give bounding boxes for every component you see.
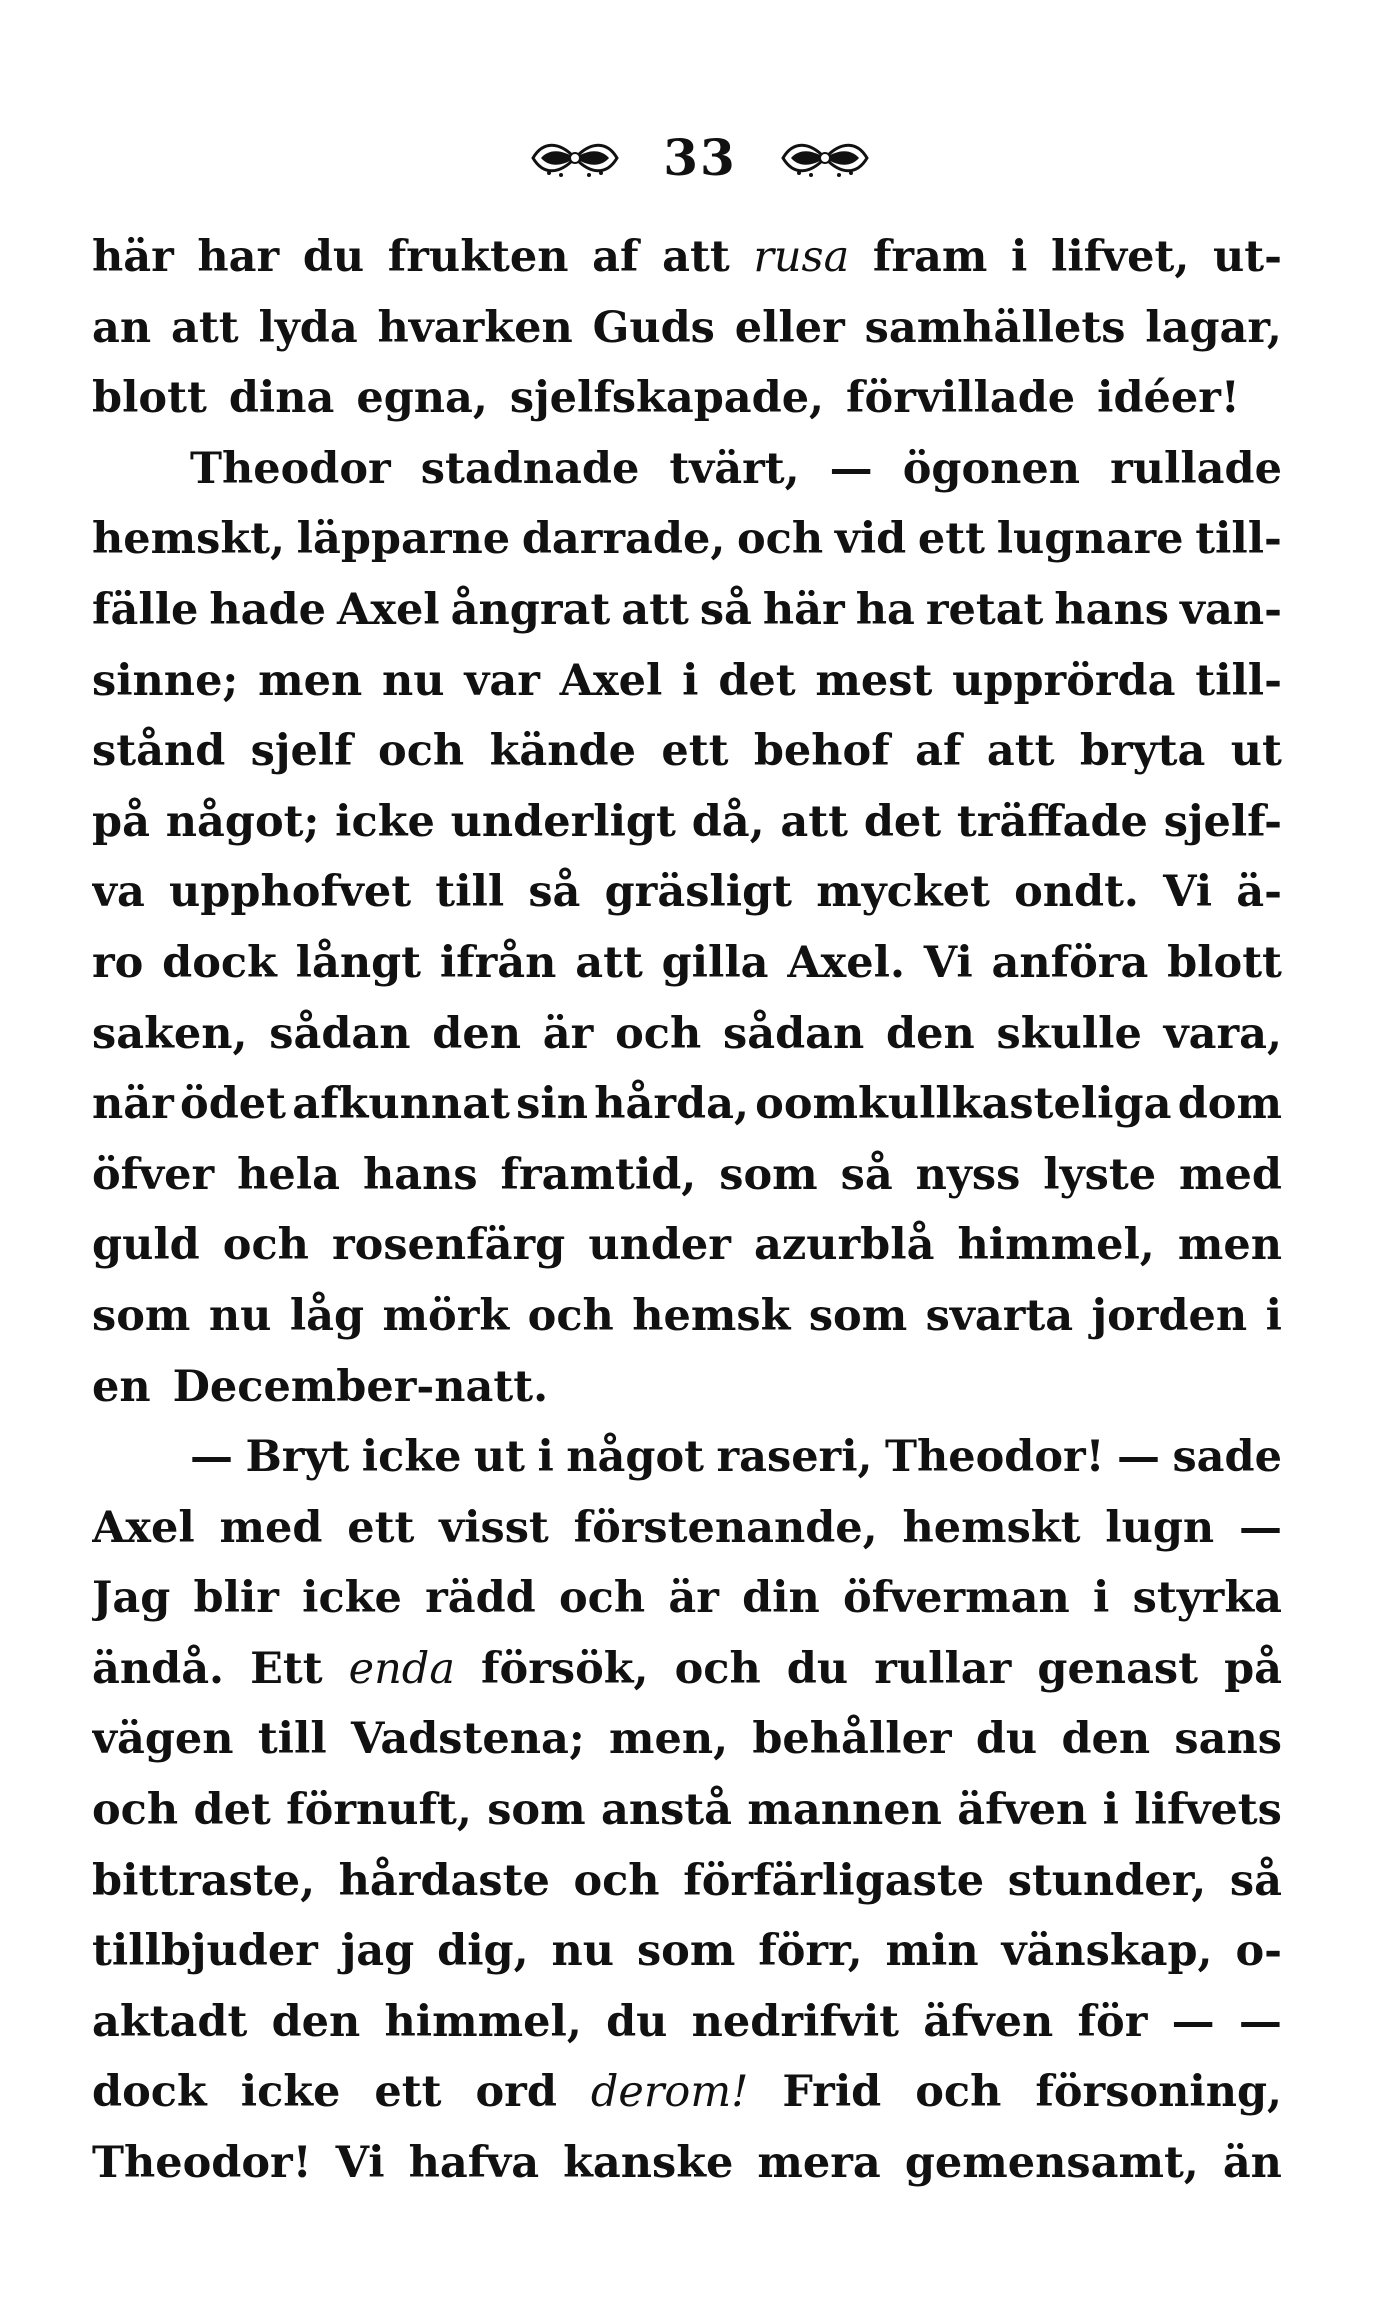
word: framtid, bbox=[500, 1149, 697, 1200]
word: den bbox=[1061, 1714, 1151, 1765]
page-header bbox=[0, 118, 1400, 198]
word: — bbox=[829, 443, 873, 494]
word: och bbox=[915, 2067, 1002, 2118]
word: ut- bbox=[1212, 232, 1282, 282]
word: mera bbox=[757, 2138, 881, 2189]
word: icke bbox=[302, 1573, 402, 1624]
word: träffade bbox=[956, 796, 1148, 847]
word: lyda bbox=[258, 302, 358, 353]
word: under bbox=[588, 1220, 731, 1271]
text-line bbox=[92, 1775, 1282, 1846]
word: vänskap, bbox=[1001, 1926, 1213, 1977]
word: Bryt bbox=[245, 1432, 350, 1483]
word: som bbox=[636, 1926, 736, 1977]
word: blir bbox=[193, 1573, 279, 1624]
word: derom! bbox=[590, 2067, 749, 2118]
text-line bbox=[92, 1210, 1282, 1281]
word: — bbox=[1238, 1996, 1282, 2047]
word: azurblå bbox=[753, 1220, 935, 1271]
word: och bbox=[527, 1290, 614, 1341]
word: att bbox=[780, 796, 848, 847]
text-line bbox=[92, 1563, 1282, 1634]
word: lugnare bbox=[996, 514, 1184, 565]
word: dock bbox=[162, 937, 277, 988]
word: men bbox=[258, 655, 363, 706]
word: försök, bbox=[481, 1643, 649, 1694]
word: — bbox=[190, 1432, 233, 1483]
word: van- bbox=[1180, 584, 1282, 635]
word: Vi bbox=[923, 937, 973, 988]
word: va bbox=[92, 867, 145, 918]
word: guld bbox=[92, 1220, 200, 1271]
word: styrka bbox=[1132, 1573, 1282, 1624]
word: sans bbox=[1174, 1714, 1282, 1765]
word: sjelf- bbox=[1163, 796, 1282, 847]
text-line bbox=[92, 716, 1282, 787]
word: dom bbox=[1177, 1079, 1282, 1130]
word: öfverman bbox=[843, 1573, 1070, 1624]
word: sjelf bbox=[250, 726, 353, 777]
word: och bbox=[674, 1643, 761, 1694]
word: ändå. bbox=[92, 1643, 225, 1694]
word: underligt bbox=[450, 796, 676, 847]
word: mörk bbox=[382, 1290, 510, 1341]
word: med bbox=[1179, 1149, 1282, 1200]
word: genast bbox=[1037, 1643, 1198, 1694]
text-line bbox=[92, 1069, 1282, 1140]
word: vid bbox=[834, 514, 907, 565]
word: din bbox=[742, 1573, 820, 1624]
word: hans bbox=[1054, 584, 1170, 635]
word: Vadstena; bbox=[350, 1714, 585, 1765]
word: sin bbox=[516, 1079, 588, 1130]
word: Ett bbox=[250, 1643, 323, 1694]
printer-ornament-icon bbox=[779, 137, 871, 179]
word: egna, bbox=[356, 373, 488, 424]
word: fälle bbox=[92, 584, 199, 635]
word: Vi bbox=[1163, 867, 1213, 918]
word: Theodor bbox=[190, 443, 391, 494]
word: hans bbox=[362, 1149, 478, 1200]
word: och bbox=[92, 1785, 179, 1836]
word: att bbox=[170, 302, 239, 353]
word: kanske bbox=[563, 2138, 734, 2189]
text-line bbox=[92, 363, 1282, 434]
word: något; bbox=[165, 796, 320, 847]
word: nu bbox=[208, 1290, 272, 1341]
word: Theodor! bbox=[884, 1432, 1105, 1483]
word: men, bbox=[609, 1714, 729, 1765]
word: i bbox=[1265, 1290, 1282, 1341]
word: Guds bbox=[592, 302, 715, 353]
word: ett bbox=[661, 726, 729, 777]
word: tvärt, bbox=[669, 443, 800, 494]
word: anstå bbox=[600, 1785, 733, 1836]
word: lifvets bbox=[1134, 1785, 1282, 1836]
word: mest bbox=[815, 655, 933, 706]
word: aktadt bbox=[92, 1996, 248, 2047]
word: till bbox=[435, 867, 505, 918]
word: icke bbox=[361, 1432, 462, 1483]
word: hade bbox=[209, 584, 326, 635]
word: ångrat bbox=[450, 584, 611, 635]
word: i bbox=[1011, 232, 1028, 282]
text-line bbox=[92, 293, 1282, 364]
word: och bbox=[615, 1008, 702, 1059]
word: en bbox=[92, 1361, 151, 1412]
word: ut bbox=[473, 1432, 526, 1483]
word: var bbox=[464, 655, 540, 706]
word: nyss bbox=[915, 1149, 1021, 1200]
word: lyste bbox=[1043, 1149, 1157, 1200]
word: samhällets bbox=[864, 302, 1126, 353]
word: dig, bbox=[437, 1926, 529, 1977]
word: förnuft, bbox=[286, 1785, 472, 1836]
word: ett bbox=[347, 1502, 415, 1553]
word: blott bbox=[1167, 937, 1282, 988]
word: men bbox=[1177, 1220, 1282, 1271]
word: i bbox=[682, 655, 699, 706]
word: och bbox=[222, 1220, 309, 1271]
word: rullar bbox=[874, 1643, 1012, 1694]
word: ord bbox=[475, 2067, 557, 2118]
word: du bbox=[786, 1643, 849, 1694]
text-line bbox=[92, 1422, 1282, 1493]
word: Theodor! bbox=[92, 2138, 312, 2189]
word: rädd bbox=[425, 1573, 536, 1624]
word: att bbox=[986, 726, 1055, 777]
word: sådan bbox=[723, 1008, 865, 1059]
word: bittraste, bbox=[92, 1855, 316, 1906]
word: eller bbox=[734, 302, 845, 353]
word: hemskt, bbox=[92, 514, 285, 565]
word: rullade bbox=[1110, 443, 1282, 494]
text-line bbox=[92, 1634, 1282, 1705]
word: min bbox=[885, 1926, 979, 1977]
word: till bbox=[257, 1714, 327, 1765]
word: som bbox=[487, 1785, 586, 1836]
word: till- bbox=[1195, 655, 1282, 706]
word: den bbox=[886, 1008, 975, 1059]
word: sade bbox=[1172, 1432, 1282, 1483]
word: förstenande, bbox=[573, 1502, 878, 1553]
word: lagar, bbox=[1145, 302, 1282, 353]
word: saken, bbox=[92, 1008, 248, 1059]
word: det bbox=[193, 1785, 271, 1836]
word: himmel, bbox=[384, 1996, 582, 2047]
text-line bbox=[92, 575, 1282, 646]
word: enda bbox=[348, 1643, 455, 1694]
word: du bbox=[975, 1714, 1038, 1765]
word: lugn bbox=[1105, 1502, 1215, 1553]
text-line bbox=[92, 1352, 1282, 1423]
word: här bbox=[762, 584, 845, 635]
word: gemensamt, bbox=[904, 2138, 1199, 2189]
word: här bbox=[92, 232, 174, 282]
word: hafva bbox=[408, 2138, 540, 2189]
word: ett bbox=[374, 2067, 442, 2118]
word: som bbox=[92, 1290, 191, 1341]
word: blott bbox=[92, 373, 207, 424]
text-line bbox=[92, 646, 1282, 717]
word: kände bbox=[489, 726, 636, 777]
word: Axel bbox=[336, 584, 440, 635]
word: förvillade bbox=[846, 373, 1076, 424]
word: ä- bbox=[1236, 867, 1282, 918]
word: som bbox=[719, 1149, 818, 1200]
word: har bbox=[197, 232, 280, 282]
word: lifvet, bbox=[1051, 232, 1190, 282]
word: rosenfärg bbox=[332, 1220, 566, 1271]
word: sinne; bbox=[92, 655, 239, 706]
word: och bbox=[737, 514, 824, 565]
word: behof bbox=[753, 726, 890, 777]
word: i bbox=[1093, 1573, 1110, 1624]
word: visst bbox=[439, 1502, 549, 1553]
word: när bbox=[92, 1079, 174, 1130]
text-line bbox=[92, 1846, 1282, 1917]
word: af bbox=[592, 232, 639, 282]
word: anföra bbox=[991, 937, 1149, 988]
text-line bbox=[92, 222, 1282, 293]
word: skulle bbox=[996, 1008, 1142, 1059]
word: då, bbox=[691, 796, 765, 847]
word: ro bbox=[92, 937, 144, 988]
word: så bbox=[528, 867, 581, 918]
word: du bbox=[606, 1996, 668, 2047]
word: och bbox=[558, 1573, 646, 1624]
printer-ornament-icon bbox=[529, 137, 621, 179]
word: December-natt. bbox=[172, 1361, 549, 1412]
word: i bbox=[1102, 1785, 1119, 1836]
word: nedrifvit bbox=[691, 1996, 900, 2047]
word: den bbox=[271, 1996, 361, 2047]
word: gräsligt bbox=[604, 867, 792, 918]
word: förfärligaste bbox=[683, 1855, 985, 1906]
word: förr, bbox=[758, 1926, 863, 1977]
word: frukten bbox=[387, 232, 569, 282]
word: bryta bbox=[1079, 726, 1206, 777]
word: hela bbox=[237, 1149, 340, 1200]
word: Frid bbox=[782, 2067, 882, 2118]
word: — bbox=[1171, 1996, 1215, 2047]
word: Axel. bbox=[787, 937, 905, 988]
word: låg bbox=[289, 1290, 365, 1341]
text-line bbox=[92, 504, 1282, 575]
word: för bbox=[1077, 1996, 1148, 2047]
word: försoning, bbox=[1035, 2067, 1282, 2118]
word: o- bbox=[1235, 1926, 1282, 1977]
text-line bbox=[92, 434, 1282, 505]
word: nu bbox=[382, 655, 445, 706]
word: darrade, bbox=[521, 514, 726, 565]
word: som bbox=[808, 1290, 908, 1341]
word: upphofvet bbox=[169, 867, 412, 918]
word: afkunnat bbox=[292, 1079, 510, 1130]
word: upprörda bbox=[952, 655, 1176, 706]
word: stadnade bbox=[420, 443, 640, 494]
word: ut bbox=[1230, 726, 1282, 777]
word: långt bbox=[295, 937, 422, 988]
word: hemsk bbox=[632, 1290, 791, 1341]
word: med bbox=[219, 1502, 323, 1553]
word: hårdaste bbox=[338, 1855, 550, 1906]
word: läpparne bbox=[296, 514, 511, 565]
word: tillbjuder bbox=[92, 1926, 318, 1977]
word: så bbox=[1229, 1855, 1282, 1906]
word: stånd bbox=[92, 726, 226, 777]
word: nu bbox=[551, 1926, 615, 1977]
word: an bbox=[92, 302, 152, 353]
word: raseri, bbox=[716, 1432, 873, 1483]
word: fram bbox=[872, 232, 988, 282]
word: vara, bbox=[1163, 1008, 1282, 1059]
text-line bbox=[92, 787, 1282, 858]
text-line bbox=[92, 1704, 1282, 1775]
word: — bbox=[1117, 1432, 1160, 1483]
word: jag bbox=[340, 1926, 415, 1977]
word: att bbox=[662, 232, 730, 282]
text-line bbox=[92, 1281, 1282, 1352]
word: det bbox=[718, 655, 796, 706]
word: — bbox=[1239, 1502, 1282, 1553]
word: så bbox=[699, 584, 752, 635]
word: ett bbox=[917, 514, 985, 565]
text-line bbox=[92, 1140, 1282, 1211]
word: himmel, bbox=[957, 1220, 1155, 1271]
word: hemskt bbox=[902, 1502, 1081, 1553]
word: ifrån bbox=[439, 937, 557, 988]
word: dock bbox=[92, 2067, 207, 2118]
word: stunder, bbox=[1007, 1855, 1207, 1906]
word: ondt. bbox=[1014, 867, 1139, 918]
word: oomkullkasteliga bbox=[755, 1079, 1172, 1130]
word: svarta bbox=[925, 1290, 1074, 1341]
word: gilla bbox=[661, 937, 769, 988]
word: sådan bbox=[269, 1008, 411, 1059]
word: ha bbox=[855, 584, 915, 635]
word: ögonen bbox=[902, 443, 1081, 494]
text-line bbox=[92, 2128, 1282, 2199]
word: idéer! bbox=[1097, 373, 1240, 424]
word: den bbox=[432, 1008, 521, 1059]
word: så bbox=[840, 1149, 893, 1200]
word: retat bbox=[925, 584, 1044, 635]
body-text bbox=[92, 222, 1282, 2199]
word: icke bbox=[335, 796, 435, 847]
word: och bbox=[573, 1855, 660, 1906]
text-line bbox=[92, 999, 1282, 1070]
word: sjelfskapade, bbox=[509, 373, 825, 424]
word: till- bbox=[1195, 514, 1282, 565]
word: att bbox=[621, 584, 689, 635]
word: mycket bbox=[816, 867, 990, 918]
word: och bbox=[378, 726, 465, 777]
word: rusa bbox=[753, 232, 850, 282]
word: icke bbox=[240, 2067, 341, 2118]
text-line bbox=[92, 1493, 1282, 1564]
page-number: 33 bbox=[663, 128, 737, 187]
word: Axel bbox=[92, 1502, 195, 1553]
word: dina bbox=[228, 373, 335, 424]
word: äfven bbox=[957, 1785, 1088, 1836]
word: äfven bbox=[923, 1996, 1054, 2047]
text-line bbox=[92, 857, 1282, 928]
word: är bbox=[542, 1008, 594, 1059]
word: vägen bbox=[92, 1714, 234, 1765]
word: du bbox=[302, 232, 365, 282]
word: i bbox=[537, 1432, 554, 1483]
word: af bbox=[915, 726, 962, 777]
word: Jag bbox=[92, 1573, 171, 1624]
word: på bbox=[1224, 1643, 1282, 1694]
word: jorden bbox=[1091, 1290, 1248, 1341]
word: behåller bbox=[752, 1714, 952, 1765]
word: att bbox=[575, 937, 643, 988]
text-line bbox=[92, 928, 1282, 999]
word: ödet bbox=[180, 1079, 286, 1130]
text-line bbox=[92, 2057, 1282, 2128]
word: på bbox=[92, 796, 150, 847]
word: det bbox=[863, 796, 942, 847]
text-line bbox=[92, 1987, 1282, 2058]
word: hvarken bbox=[377, 302, 573, 353]
word: öfver bbox=[92, 1149, 215, 1200]
text-line bbox=[92, 1916, 1282, 1987]
word: Axel bbox=[559, 655, 663, 706]
word: hårda, bbox=[594, 1079, 749, 1130]
word: än bbox=[1222, 2138, 1282, 2189]
word: är bbox=[668, 1573, 719, 1624]
word: Vi bbox=[335, 2138, 385, 2189]
word: mannen bbox=[747, 1785, 942, 1836]
word: något bbox=[566, 1432, 705, 1483]
